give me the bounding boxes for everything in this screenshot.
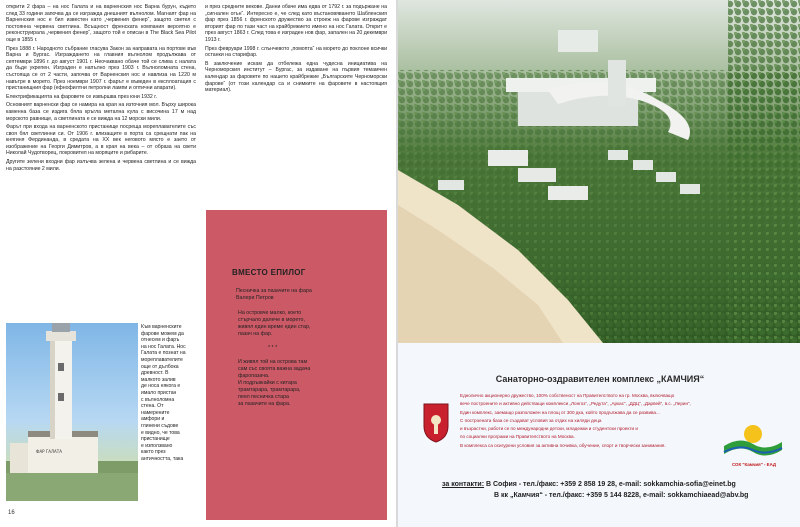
lighthouse-photo (6, 323, 138, 501)
caption-line: де носа някога е (141, 383, 181, 390)
caption-line: имало пристан (141, 389, 177, 396)
caption-line: на нос Галата. Нос (141, 343, 186, 350)
caption-line: мореплавателите (141, 356, 183, 363)
caption-line: античността, така (141, 455, 184, 462)
right-page (398, 0, 800, 527)
left-page (0, 0, 396, 527)
poem-line: за пазачите на фара. (238, 401, 291, 407)
subtitle-line: Валери Петров (236, 295, 274, 301)
caption-line: глинени съдове (141, 422, 179, 429)
subtitle-line: Песничка за пазачите на фара (236, 288, 312, 294)
caption-line: отнесем и фаръ (141, 337, 180, 344)
caption-line: древност. В (141, 370, 169, 377)
paragraph: През февруари 1998 г. слънчевото „помопта“ на морето до поклоне всички останки на старифар. (205, 45, 387, 59)
caption-line: е видно, че това (141, 429, 180, 436)
epilog-title: ВМЕСТО ЕПИЛОГ (232, 268, 306, 277)
moscow-coat-of-arms-icon (422, 402, 450, 444)
ad-line: Един комплекс, заемащо разположен на площ от 300 дка, който продължава да се развива... (460, 409, 660, 415)
caption-line: стена. От (141, 403, 164, 410)
caption-column (141, 324, 196, 462)
paragraph: и през средните векове. Данни обаче има едва от 1792 г. за подържане на „сигнален огън“. Интересно е, че след като въстановяването Шабленския фар през 1856 г. френското дружество за строеж на фарове изграждат вторият фар по тази част на крайбрежието имено на нос Галата. Открит е през август 1863 г. След това е изграден нов фар, запален на 20 декември 1913 г. (205, 4, 387, 43)
ad-line: Еднолично акционерно дружество, 100% собственост на Правителството на гр. Москва, включващо (460, 393, 675, 398)
poem-line: И подръвкайки с китара (238, 380, 297, 386)
contacts-block (442, 479, 792, 501)
epilog-box (206, 210, 387, 520)
poem-line: сам със своята важна задача (238, 366, 311, 372)
stanza-1 (238, 310, 378, 338)
contact-line (442, 490, 792, 501)
caption-line: фарове можем да (141, 330, 184, 337)
caption-line: Галата е познат на (141, 350, 186, 357)
advertisement (404, 344, 794, 524)
stanza-2 (238, 359, 378, 408)
paragraph: открити 2 фара – на нос Галата и на варненския нос Варна бурун, където след 33 години започва да се изгражда днешният вълнолом. Магнаят фар на Варненския нос е бил известен като „червения фенер“, защото светел с постоянна червена светлина. Всъщност френската компания вероятно е реконструирала „червения фенер“, защото той е описан в The Black Sea Pilot още в 1855 г. (6, 4, 196, 43)
ad-line: вече построените и активно действащи комплекси „Лонгоз“, „Редута“, „Аркас“, „ДДЦ“, „Дарвей“, в.с. „Лерин“, (460, 401, 691, 407)
lighthouse-illustration (6, 323, 138, 501)
article-column-1 (6, 4, 196, 174)
paragraph: Електрификацията на фаровете се извършва през юни 1932 г. (6, 93, 157, 100)
poem-line: трамтарара, трамтарара, (238, 387, 301, 393)
poem (238, 310, 378, 415)
caption-line: още от дълбока (141, 363, 179, 370)
ad-line: и възрастни, работи се по международни детски, младежки и студентски проекти и (460, 426, 638, 432)
caption-line: намерените (141, 409, 170, 416)
paragraph: Фарът при входа на варненското пристанище посреща мореплавателите със своя бял светлинни си. От 1906 г. влизащите в порта са срещнати пак на княгиня Фердинанда, в средата на XX век неговото място е заето от изображение на Георги Димитров, а в края на века – от образа на свети Николай Чудотворец, покровител на моряците и рибарите. (6, 124, 196, 157)
poem-line: На островче малко, което (238, 310, 302, 316)
photo-sign: ФАР ГАЛАТА (36, 449, 62, 454)
paragraph: В заключение искам да отбележа една чудесна инициатива на Черноморския институт – Бургас, за издаване на първия темамчен календар за фаровете по нашето крайбрежие „Българските Черноморски фарове“ (от този календар са и снимките на фаровете в настоящия материал). (205, 60, 387, 94)
paragraph: През 1888 г. Народното събрание гласува Закон за направата на портове във Варна и Бургас. Изграждането на главния вълнолом продължава от септември 1896 г. до август 1901 г. Неочаквано обаче той се слива с налата да бъде укрепен. Изграден е напълно през 1903 г. Вълноломната стена, състояща се от 2 части, започва от Варненския нос и навлиза на 1220 м навътре в морето. През ноември 1907 г. фарът е въведен в експлоатация с пристанищния фар (ефнофилтни петролни лампи и оптични апарати). (6, 45, 196, 92)
caption-line: е използвано (141, 442, 173, 449)
caption-line: Към варненските (141, 324, 182, 330)
poem-line: стърчало далече в морето, (238, 317, 305, 323)
resort-aerial-photo (398, 0, 800, 343)
contact-line (442, 479, 792, 490)
caption-line: малкото залив (141, 376, 176, 383)
ad-line: В комплекса са осигурени условия за активна почивка, обучение, спорт и творчески занимания. (460, 442, 666, 448)
caption-line: както през (141, 449, 166, 456)
ad-line: С построената база се създават условия за отдих на хиляди деца (460, 417, 602, 423)
page-number: 16 (8, 510, 15, 516)
paragraph: Основният варненски фар се намира на края на източния мол. Върху широка каменна база се издига бяла кръгла метална кула с височина 17 м над морското равнище, а светлината е се вижда на 12 морски мили. (6, 102, 196, 122)
contacts-label: за контакти: (442, 481, 485, 488)
ad-line: по социални програми на Правителството на Москва. (460, 434, 575, 440)
poem-line: живял един време един стар, (238, 324, 311, 330)
caption-line: с вълноломна (141, 396, 175, 403)
poem-line: фаропазача. (238, 373, 270, 379)
epilog-subtitle (236, 288, 312, 302)
sok-kamchia-logo-icon (720, 416, 786, 460)
article-column-2 (205, 4, 387, 96)
caption-line: амфори и (141, 416, 165, 423)
contact-sofia: В София - тел./факс: +359 2 858 19 28, e-mail: sokkamchia-sofia@einet.bg (485, 481, 736, 488)
stars-divider: * * * (268, 345, 278, 351)
logo-caption: СОК "Камчия" - ЕАД (732, 462, 777, 467)
paragraph: Другите зелени входни фар излъчва зелена и червена светлина и се вижда на разстояние 2 мили. (6, 159, 196, 172)
ad-title: Санаторно-оздравителен комплекс „КАМЧИЯ“ (495, 374, 705, 384)
poem-line: пазач на фар. (238, 331, 273, 337)
poem-line: И живял той на острова там (238, 359, 308, 365)
poem-line: пеел песничка стара (238, 394, 289, 400)
caption-line: пристанище (141, 436, 170, 443)
contact-kamchia: В кк „Камчия“ - тел./факс: +359 5 144 8228, e-mail: sokkamchiaead@abv.bg (494, 492, 749, 499)
ad-description (460, 392, 720, 450)
